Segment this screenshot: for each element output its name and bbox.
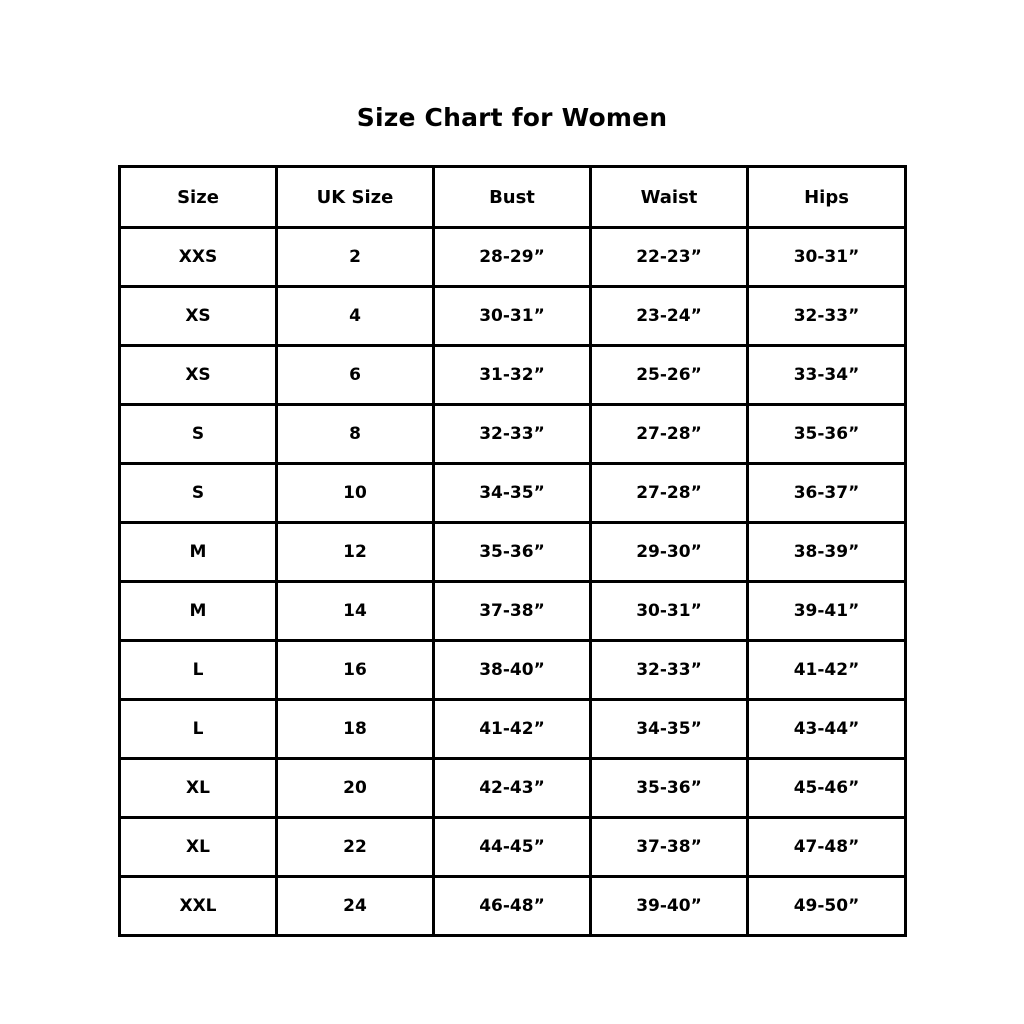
table-row [120, 582, 906, 641]
cell-waist: 34-35” [591, 700, 748, 759]
cell-hips: 36-37” [748, 464, 906, 523]
cell-hips: 38-39” [748, 523, 906, 582]
cell-hips: 41-42” [748, 641, 906, 700]
table-row [120, 877, 906, 936]
table-row [120, 228, 906, 287]
cell-waist: 25-26” [591, 346, 748, 405]
cell-hips: 35-36” [748, 405, 906, 464]
cell-uk-size: 10 [277, 464, 434, 523]
cell-waist: 23-24” [591, 287, 748, 346]
cell-uk-size: 6 [277, 346, 434, 405]
cell-bust: 32-33” [434, 405, 591, 464]
cell-uk-size: 18 [277, 700, 434, 759]
cell-hips: 39-41” [748, 582, 906, 641]
cell-size: S [120, 464, 277, 523]
table-row [120, 346, 906, 405]
table-row [120, 405, 906, 464]
cell-uk-size: 14 [277, 582, 434, 641]
cell-waist: 35-36” [591, 759, 748, 818]
cell-hips: 49-50” [748, 877, 906, 936]
cell-uk-size: 12 [277, 523, 434, 582]
cell-size: L [120, 641, 277, 700]
cell-uk-size: 8 [277, 405, 434, 464]
cell-size: M [120, 582, 277, 641]
cell-bust: 44-45” [434, 818, 591, 877]
cell-bust: 30-31” [434, 287, 591, 346]
table-row [120, 700, 906, 759]
cell-bust: 42-43” [434, 759, 591, 818]
cell-bust: 41-42” [434, 700, 591, 759]
cell-bust: 31-32” [434, 346, 591, 405]
cell-uk-size: 20 [277, 759, 434, 818]
table-header [120, 167, 906, 228]
table-row [120, 464, 906, 523]
cell-size: XS [120, 287, 277, 346]
cell-waist: 27-28” [591, 405, 748, 464]
cell-size: XXS [120, 228, 277, 287]
column-header-size: Size [120, 167, 277, 228]
table-row [120, 641, 906, 700]
cell-size: XL [120, 759, 277, 818]
cell-hips: 45-46” [748, 759, 906, 818]
cell-bust: 37-38” [434, 582, 591, 641]
table-row [120, 287, 906, 346]
cell-waist: 39-40” [591, 877, 748, 936]
cell-hips: 47-48” [748, 818, 906, 877]
cell-hips: 32-33” [748, 287, 906, 346]
column-header-waist: Waist [591, 167, 748, 228]
size-chart-table-wrapper [118, 165, 904, 937]
cell-uk-size: 4 [277, 287, 434, 346]
cell-waist: 22-23” [591, 228, 748, 287]
table-row [120, 759, 906, 818]
page-title: Size Chart for Women [356, 103, 668, 132]
cell-waist: 30-31” [591, 582, 748, 641]
cell-bust: 46-48” [434, 877, 591, 936]
column-header-hips: Hips [748, 167, 906, 228]
cell-size: S [120, 405, 277, 464]
size-chart-table [118, 165, 907, 937]
cell-hips: 43-44” [748, 700, 906, 759]
cell-bust: 38-40” [434, 641, 591, 700]
cell-size: L [120, 700, 277, 759]
cell-waist: 37-38” [591, 818, 748, 877]
table-header-row [120, 167, 906, 228]
cell-uk-size: 16 [277, 641, 434, 700]
table-body [120, 228, 906, 936]
cell-uk-size: 24 [277, 877, 434, 936]
cell-size: XXL [120, 877, 277, 936]
cell-hips: 33-34” [748, 346, 906, 405]
column-header-uk-size: UK Size [277, 167, 434, 228]
cell-waist: 27-28” [591, 464, 748, 523]
table-row [120, 523, 906, 582]
cell-waist: 29-30” [591, 523, 748, 582]
column-header-bust: Bust [434, 167, 591, 228]
cell-size: XL [120, 818, 277, 877]
cell-bust: 34-35” [434, 464, 591, 523]
cell-bust: 35-36” [434, 523, 591, 582]
table-row [120, 818, 906, 877]
cell-waist: 32-33” [591, 641, 748, 700]
cell-size: XS [120, 346, 277, 405]
cell-size: M [120, 523, 277, 582]
cell-bust: 28-29” [434, 228, 591, 287]
cell-hips: 30-31” [748, 228, 906, 287]
cell-uk-size: 22 [277, 818, 434, 877]
cell-uk-size: 2 [277, 228, 434, 287]
